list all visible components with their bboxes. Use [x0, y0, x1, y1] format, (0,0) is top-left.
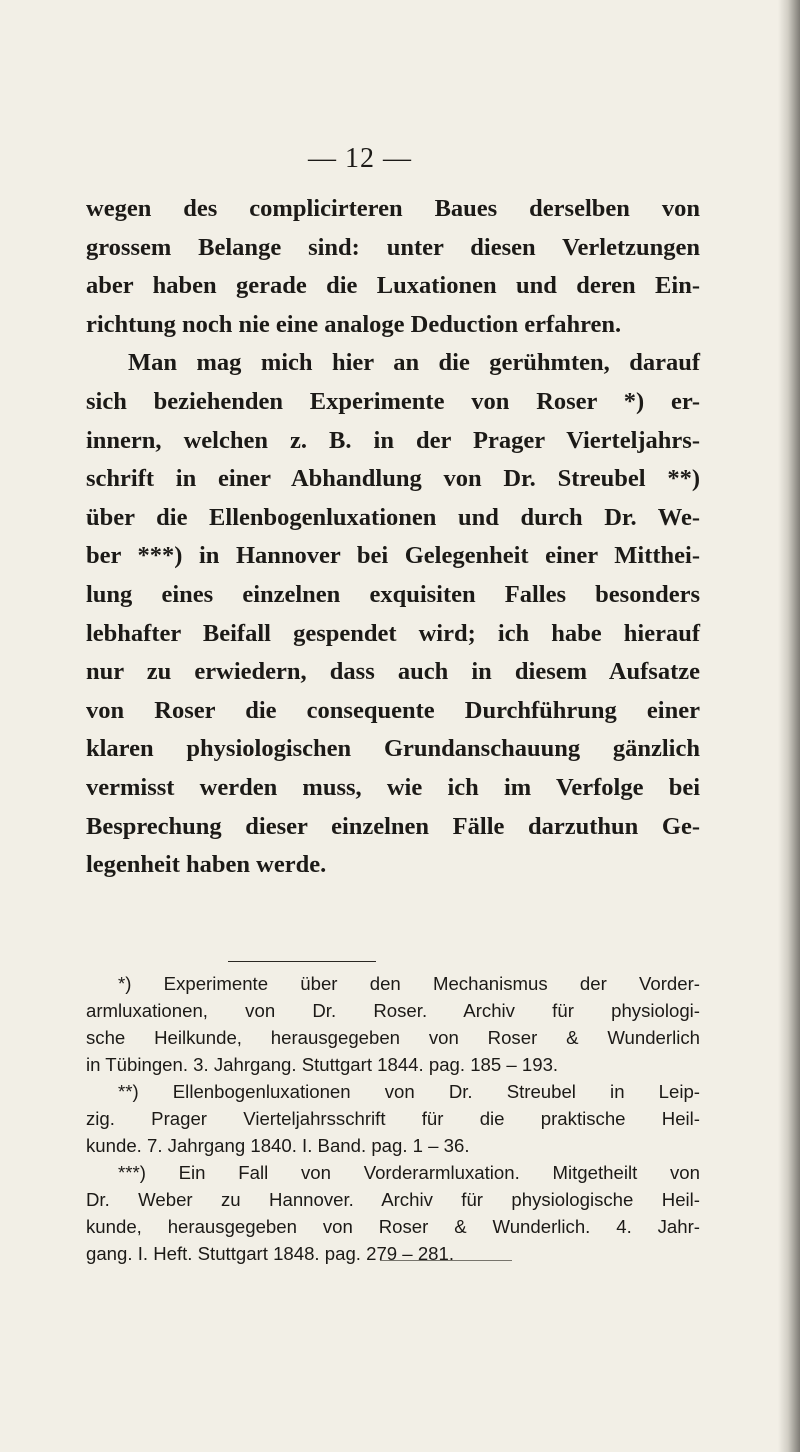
- body-line: lebhafter Beifall gespendet wird; ich habe hierauf: [86, 619, 700, 647]
- body-line: grossem Belange sind: unter diesen Verletzungen: [86, 233, 700, 261]
- bottom-rule: [380, 1260, 512, 1261]
- body-line: lung eines einzelnen exquisiten Falles besonders: [86, 580, 700, 608]
- footnote-line: kunde, herausgegeben von Roser & Wunderlich. 4. Jahr-: [86, 1216, 700, 1237]
- body-line: vermisst werden muss, wie ich im Verfolge bei: [86, 773, 700, 801]
- body-line: nur zu erwiedern, dass auch in diesem Aufsatze: [86, 658, 700, 686]
- body-line: ber ***) in Hannover bei Gelegenheit einer Mitthei-: [86, 542, 700, 570]
- footnote-line: zig. Prager Vierteljahrsschrift für die praktische Heil-: [86, 1108, 700, 1129]
- footnote-line: armluxationen, von Dr. Roser. Archiv für physiologi-: [86, 1000, 700, 1021]
- footnote-line: gang. I. Heft. Stuttgart 1848. pag. 279 – 281.: [86, 1243, 455, 1264]
- body-line: innern, welchen z. B. in der Prager Vierteljahrs-: [86, 426, 700, 454]
- footnote-line: sche Heilkunde, herausgegeben von Roser & Wunderlich: [86, 1027, 700, 1048]
- footnote-line: ***) Ein Fall von Vorderarmluxation. Mitgetheilt von: [118, 1162, 700, 1183]
- body-line: sich beziehenden Experimente von Roser *) er-: [86, 387, 700, 415]
- footnote-line: **) Ellenbogenluxationen von Dr. Streubel in Leip-: [118, 1081, 700, 1102]
- body-line: von Roser die consequente Durchführung einer: [86, 696, 700, 724]
- body-line: aber haben gerade die Luxationen und deren Ein-: [86, 272, 700, 300]
- page-edge-shadow: [778, 0, 800, 1452]
- body-line: klaren physiologischen Grundanschauung gänzlich: [86, 735, 700, 763]
- footnote-separator-rule: [228, 961, 376, 962]
- body-line: über die Ellenbogenluxationen und durch Dr. We-: [86, 503, 700, 531]
- footnotes: [86, 970, 700, 1267]
- body-line: richtung noch nie eine analoge Deduction erfahren.: [86, 310, 622, 338]
- page-number: — 12 —: [308, 143, 412, 174]
- footnote-line: Dr. Weber zu Hannover. Archiv für physiologische Heil-: [86, 1189, 700, 1210]
- footnote-line: in Tübingen. 3. Jahrgang. Stuttgart 1844. pag. 185 – 193.: [86, 1054, 559, 1075]
- body-line: Man mag mich hier an die gerühmten, darauf: [128, 349, 700, 377]
- body-line: schrift in einer Abhandlung von Dr. Streubel **): [86, 465, 700, 493]
- footnote-line: *) Experimente über den Mechanismus der Vorder-: [118, 973, 700, 994]
- footnote-line: kunde. 7. Jahrgang 1840. I. Band. pag. 1 – 36.: [86, 1135, 470, 1156]
- body-text: [86, 190, 700, 885]
- body-line: legenheit haben werde.: [86, 851, 327, 879]
- body-line: Besprechung dieser einzelnen Fälle darzuthun Ge-: [86, 812, 700, 840]
- body-line: wegen des complicirteren Baues derselben von: [86, 195, 700, 222]
